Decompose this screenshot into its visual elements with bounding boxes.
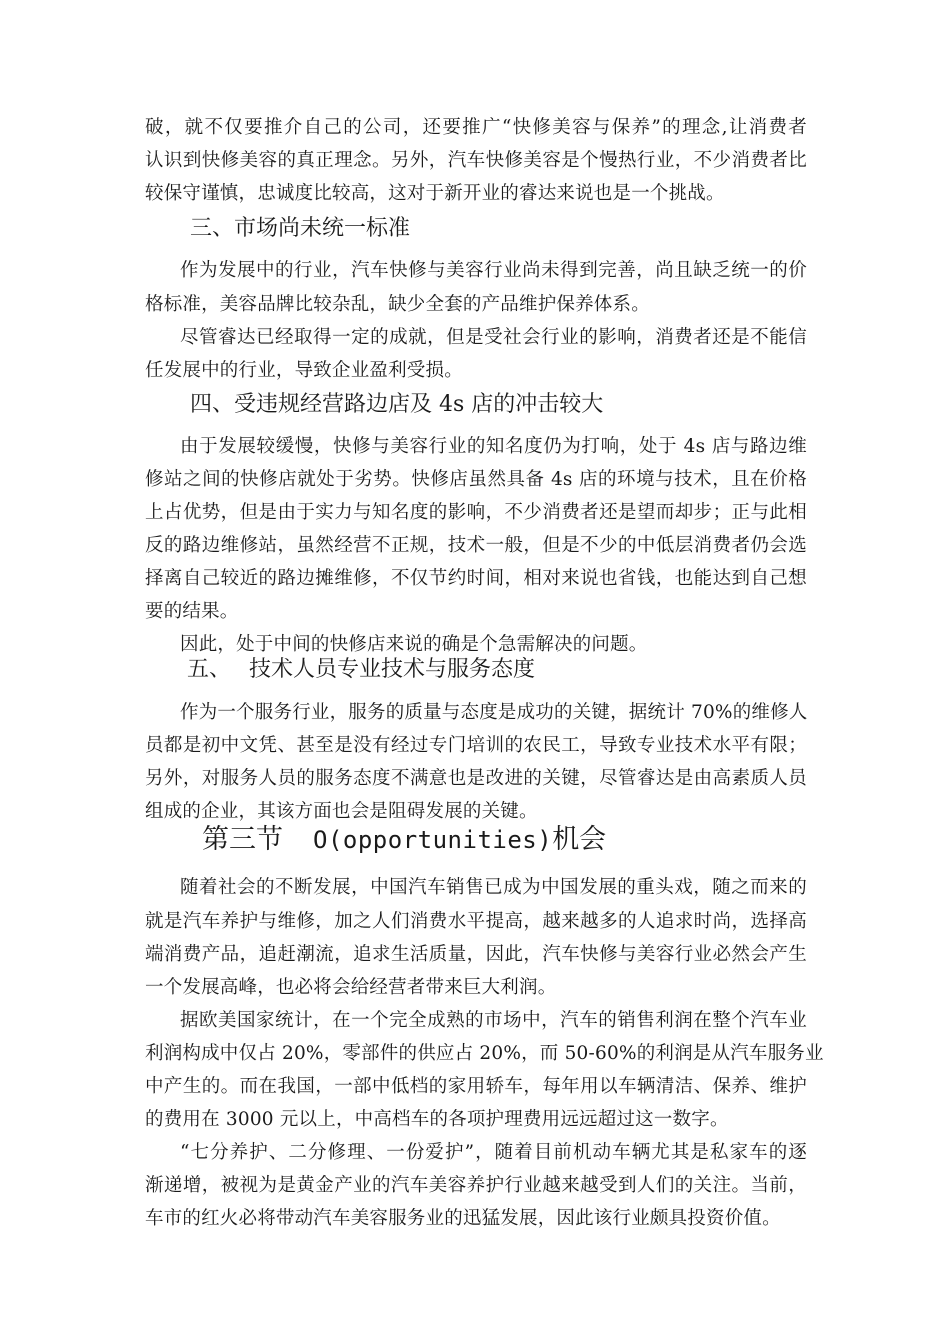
chapter-heading-suffix: 机会: [552, 824, 607, 855]
paragraph-line: 由于发展较缓慢，快修与美容行业的知名度仍为打响，处于 4s 店与路边维: [180, 436, 807, 457]
paragraph-line: 组成的企业，其该方面也会是阻碍发展的关键。: [145, 801, 538, 822]
paragraph-line: 破，就不仅要推介自己的公司，还要推广“快修美容与保养”的理念,让消费者: [145, 117, 807, 138]
paragraph-line: 因此，处于中间的快修店来说的确是个急需解决的问题。: [180, 634, 648, 655]
section-heading-text: 技术人员专业技术与服务态度: [249, 657, 536, 682]
paragraph-line: 一个发展高峰，也必将会给经营者带来巨大利润。: [145, 977, 557, 998]
paragraph-line: 利润构成中仅占 20%，零部件的供应占 20%，而 50-60%的利润是从汽车服务业: [145, 1043, 824, 1064]
chapter-heading: [202, 822, 606, 858]
paragraph-line: 尽管睿达已经取得一定的成就，但是受社会行业的影响，消费者还是不能信: [180, 327, 807, 348]
paragraph-line: 认识到快修美容的真正理念。另外，汽车快修美容是个慢热行业，不少消费者比: [145, 150, 807, 171]
paragraph-line: 较保守谨慎，忠诚度比较高，这对于新开业的睿达来说也是一个挑战。: [145, 183, 725, 204]
paragraph-line: 格标准，美容品牌比较杂乱，缺少全套的产品维护保养体系。: [145, 294, 650, 315]
paragraph-line: 作为发展中的行业，汽车快修与美容行业尚未得到完善，尚且缺乏统一的价: [180, 260, 807, 281]
paragraph-line: 另外，对服务人员的服务态度不满意也是改进的关键，尽管睿达是由高素质人员: [145, 768, 807, 789]
paragraph-line: 随着社会的不断发展，中国汽车销售已成为中国发展的重头戏，随之而来的: [180, 877, 807, 898]
paragraph-line: 反的路边维修站，虽然经营不正规，技术一般，但是不少的中低层消费者仍会选: [145, 535, 807, 556]
paragraph-line: 员都是初中文凭、甚至是没有经过专门培训的农民工，导致专业技术水平有限；: [145, 735, 807, 756]
paragraph-line: 修站之间的快修店就处于劣势。快修店虽然具备 4s 店的环境与技术，且在价格: [145, 469, 807, 490]
paragraph-line: 上占优势，但是由于实力与知名度的影响，不少消费者还是望而却步；正与此相: [145, 502, 807, 523]
paragraph-line: 要的结果。: [145, 601, 239, 622]
paragraph-line: 中产生的。而在我国，一部中低档的家用轿车，每年用以车辆清洁、保养、维护: [145, 1076, 807, 1097]
paragraph-line: 任发展中的行业，导致企业盈利受损。: [145, 360, 463, 381]
paragraph-line: 端消费产品，追赶潮流，追求生活质量，因此，汽车快修与美容行业必然会产生: [145, 944, 807, 965]
paragraph-line: 车市的红火必将带动汽车美容服务业的迅猛发展，因此该行业颇具投资价值。: [145, 1208, 781, 1229]
chapter-heading-prefix: 第三节: [202, 824, 283, 855]
paragraph-line: “七分养护、二分修理、一份爱护”，随着目前机动车辆尤其是私家车的逐: [180, 1142, 807, 1163]
paragraph-line: 渐递增，被视为是黄金产业的汽车美容养护行业越来越受到人们的关注。当前，: [145, 1175, 807, 1196]
section-heading-number: 五、: [187, 657, 232, 682]
section-heading-5: [187, 655, 535, 685]
paragraph-line: 就是汽车养护与维修，加之人们消费水平提高，越来越多的人追求时尚，选择高: [145, 911, 807, 932]
paragraph-line: 的费用在 3000 元以上，中高档车的各项护理费用远远超过这一数字。: [145, 1109, 729, 1130]
chapter-heading-latin: O(opportunities): [313, 826, 553, 854]
paragraph-line: 择离自己较近的路边摊维修，不仅节约时间，相对来说也省钱，也能达到自己想: [145, 568, 807, 589]
section-heading-4: 四、受违规经营路边店及 4s 店的冲击较大: [190, 392, 604, 417]
paragraph-line: 作为一个服务行业，服务的质量与态度是成功的关键，据统计 70%的维修人: [180, 702, 808, 723]
section-heading-3: 三、市场尚未统一标准: [190, 216, 411, 241]
paragraph-line: 据欧美国家统计，在一个完全成熟的市场中，汽车的销售利润在整个汽车业: [180, 1010, 807, 1031]
